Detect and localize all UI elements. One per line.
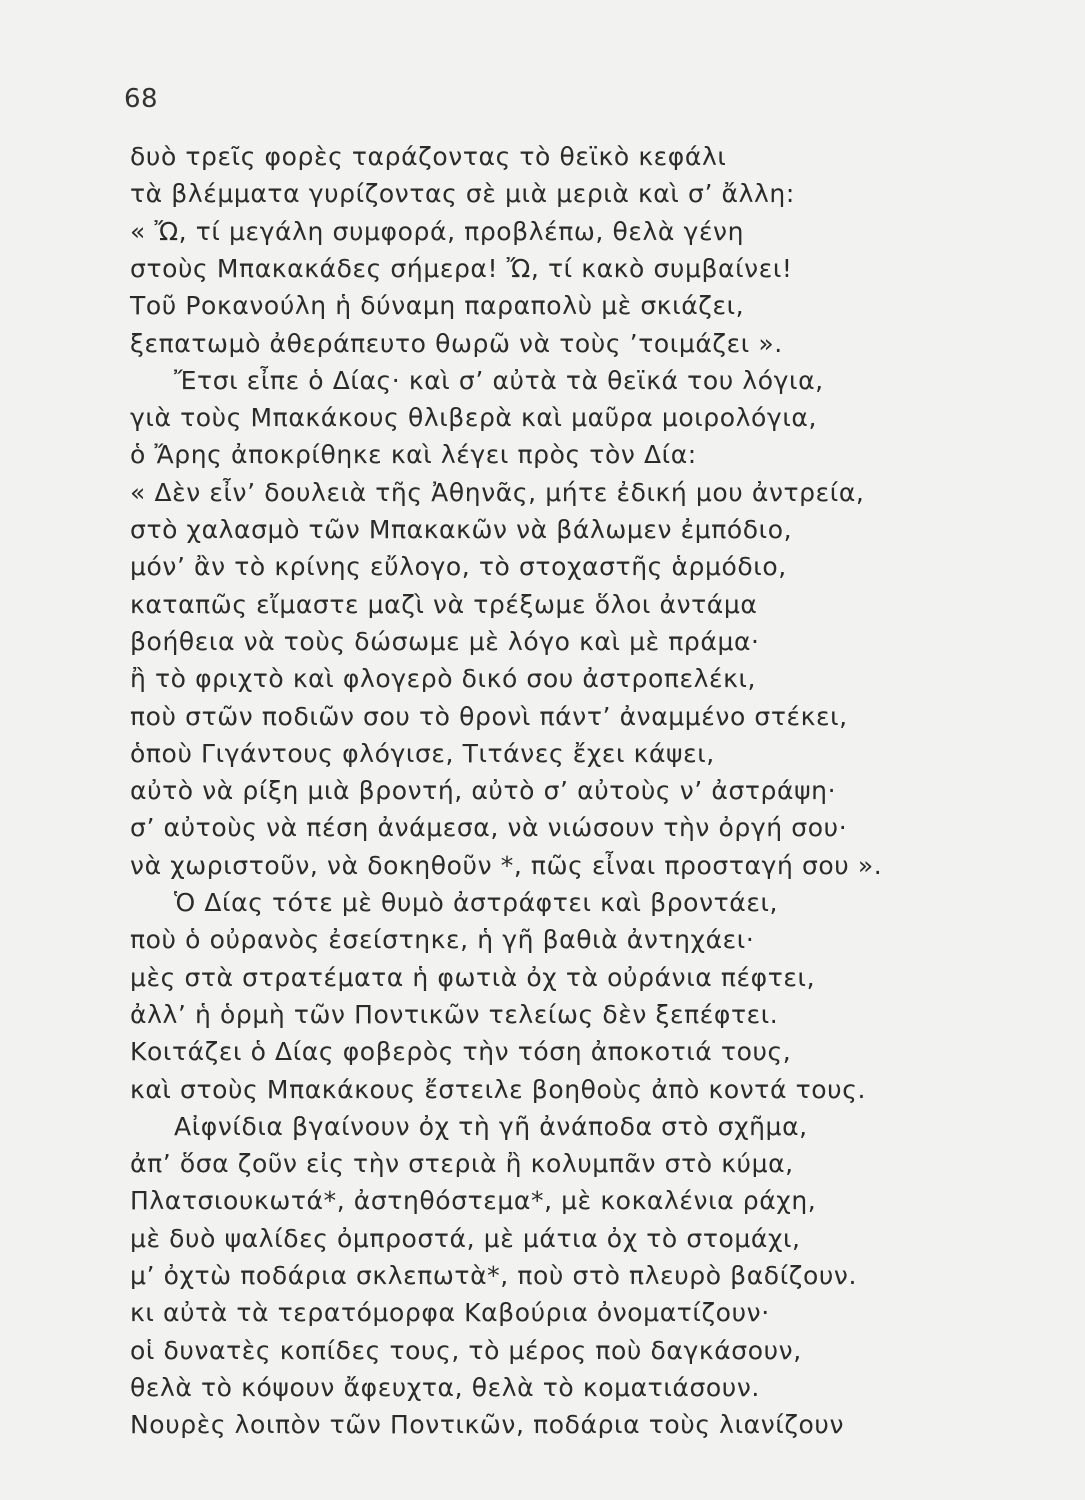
poem-line: Πλατσιουκωτά*, ἀστηθόστεμα*, μὲ κοκαλένια ράχη,: [130, 1186, 817, 1216]
poem-line: καὶ στοὺς Μπακάκους ἔστειλε βοηθοὺς ἀπὸ κοντά τους.: [130, 1074, 867, 1104]
poem-line: ξεπατωμὸ ἀθεράπευτο θωρῶ νὰ τοὺς ’τοιμάζει ».: [130, 328, 783, 358]
poem-line: ὁποὺ Γιγάντους φλόγισε, Τιτάνες ἔχει κάψει,: [130, 738, 715, 768]
poem-line: Νουρὲς λοιπὸν τῶν Ποντικῶν, ποδάρια τοὺς λιανίζουν: [130, 1410, 845, 1440]
poem-line: Ὁ Δίας τότε μὲ θυμὸ ἀστράφτει καὶ βροντάει,: [174, 888, 779, 917]
poem-line: κι αὐτὰ τὰ τερατόμορφα Καβούρια ὀνοματίζουν·: [130, 1298, 770, 1328]
poem-line: Αἰφνίδια βγαίνουν ὀχ τὴ γῆ ἀνάποδα στὸ σχῆμα,: [174, 1111, 808, 1141]
poem-line: ἀλλ’ ἡ ὁρμὴ τῶν Ποντικῶν τελείως δὲν ξεπέφτει.: [130, 999, 779, 1029]
poem-line: σ’ αὐτοὺς νὰ πέση ἀνάμεσα, νὰ νιώσουν τὴν ὀργή σου·: [130, 813, 848, 843]
poem-line: στοὺς Μπακακάδες σήμερα! Ὤ, τί κακὸ συμβαίνει!: [130, 253, 793, 283]
poem-line: Τοῦ Ροκανούλη ἡ δύναμη παραπολὺ μὲ σκιάζει,: [130, 291, 745, 321]
poem-line: μ’ ὀχτὼ ποδάρια σκλεπωτὰ*, ποὺ στὸ πλευρὸ βαδίζουν.: [130, 1261, 858, 1290]
poem-line: μὲς στὰ στρατέματα ἡ φωτιὰ ὀχ τὰ οὐράνια πέφτει,: [130, 962, 816, 992]
poem-line: ποὺ στῶν ποδιῶν σου τὸ θρονὶ πάντ’ ἀναμμένο στέκει,: [130, 701, 848, 731]
poem-line: βοήθεια νὰ τοὺς δώσωμε μὲ λόγο καὶ μὲ πράμα·: [130, 626, 760, 656]
poem-line: « Δὲν εἶν’ δουλειὰ τῆς Ἀθηνᾶς, μήτε ἐδική μου ἀντρεία,: [130, 477, 865, 507]
poem-line: καταπῶς εἴμαστε μαζὶ νὰ τρέξωμε ὅλοι ἀντάμα: [130, 589, 758, 619]
poem-line: ὁ Ἄρης ἀποκρίθηκε καὶ λέγει πρὸς τὸν Δία:: [130, 440, 697, 470]
poem-line: οἱ δυνατὲς κοπίδες τους, τὸ μέρος ποὺ δαγκάσουν,: [130, 1335, 802, 1365]
poem-line: Κοιτάζει ὁ Δίας φοβερὸς τὴν τόση ἀποκοτιά τους,: [130, 1037, 792, 1067]
poem-line: ἢ τὸ φριχτὸ καὶ φλογερὸ δικό σου ἀστροπελέκι,: [130, 664, 757, 694]
poem-line: θελὰ τὸ κόψουν ἄφευχτα, θελὰ τὸ κοματιάσουν.: [130, 1372, 760, 1402]
poem-line: μὲ δυὸ ψαλίδες ὀμπροστά, μὲ μάτια ὀχ τὸ στομάχι,: [130, 1223, 801, 1253]
poem-line: ποὺ ὁ οὐρανὸς ἐσείστηκε, ἡ γῆ βαθιὰ ἀντηχάει·: [130, 925, 755, 955]
poem-line: νὰ χωριστοῦν, νὰ δοκηθοῦν *, πῶς εἶναι προσταγή σου ».: [130, 850, 883, 880]
poem-line: στὸ χαλασμὸ τῶν Μπακακῶν νὰ βάλωμεν ἐμπόδιο,: [130, 515, 793, 544]
poem-line: Ἔτσι εἶπε ὁ Δίας· καὶ σ’ αὐτὰ τὰ θεϊκά του λόγια,: [174, 365, 824, 395]
poem-line: μόν’ ἂν τὸ κρίνης εὔλογο, τὸ στοχαστῆς ἁρμόδιο,: [130, 552, 787, 582]
poem-line: ἀπ’ ὅσα ζοῦν εἰς τὴν στεριὰ ἢ κολυμπᾶν στὸ κύμα,: [130, 1149, 794, 1179]
poem-line: τὰ βλέμματα γυρίζοντας σὲ μιὰ μεριὰ καὶ σ’ ἄλλη:: [130, 179, 795, 209]
poem-line: δυὸ τρεῖς φορὲς ταράζοντας τὸ θεϊκὸ κεφάλι: [130, 142, 727, 171]
poem-line: αὐτὸ νὰ ρίξη μιὰ βροντή, αὐτὸ σ’ αὐτοὺς ν’ ἀστράψη·: [130, 776, 837, 806]
poem-line: « Ὤ, τί μεγάλη συμφορά, προβλέπω, θελὰ γένη: [130, 216, 745, 246]
poem-line: γιὰ τοὺς Μπακάκους θλιβερὰ καὶ μαῦρα μοιρολόγια,: [130, 403, 818, 433]
page-number: 68: [124, 84, 159, 114]
